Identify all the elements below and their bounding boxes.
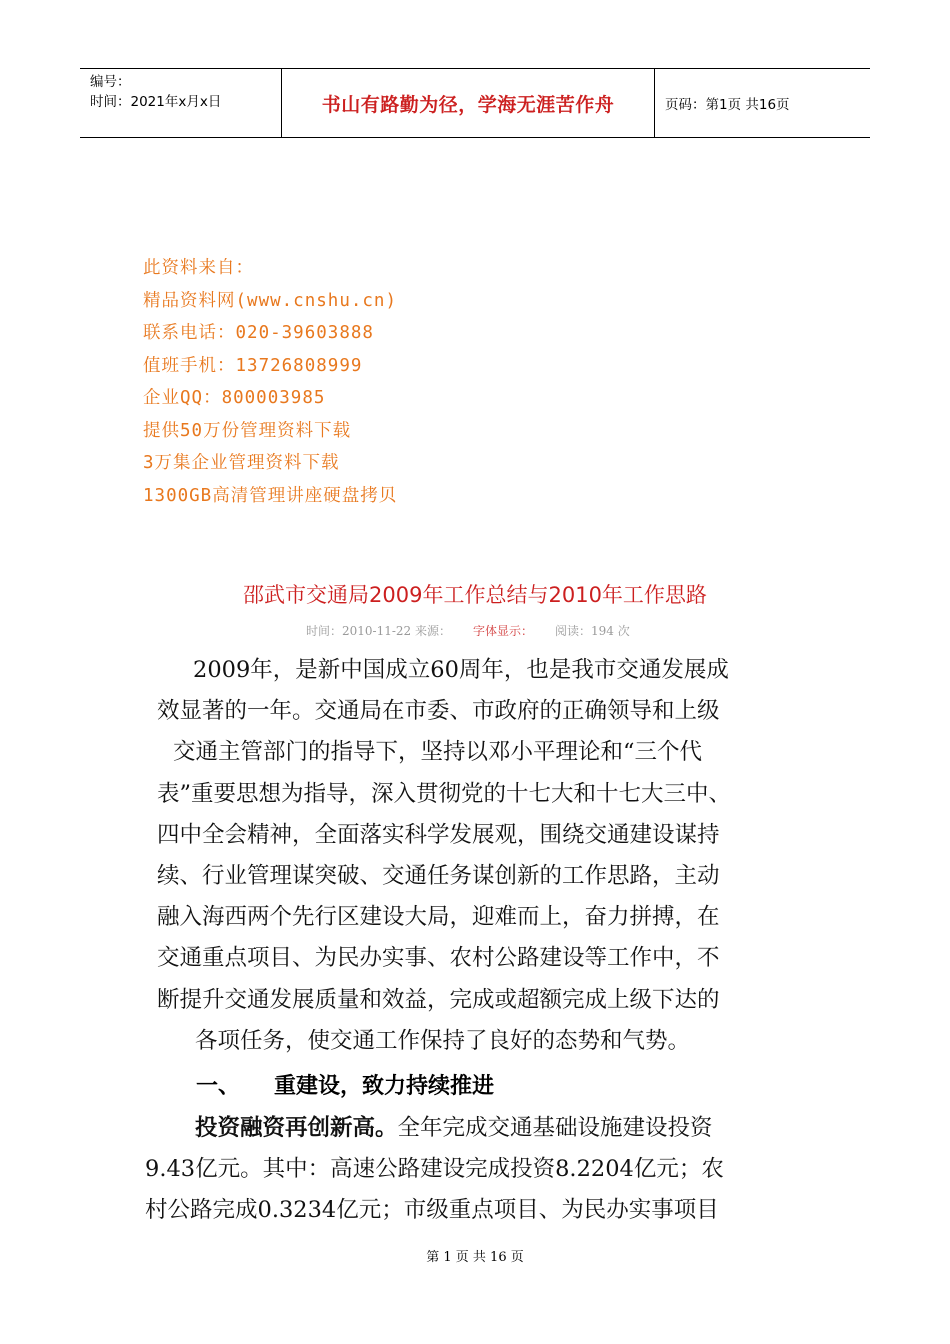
document-number-label: 编号： <box>90 74 131 90</box>
document-header <box>80 68 870 138</box>
paragraph-line: 四中全会精神，全面落实科学发展观，围绕交通建设谋持 <box>157 821 720 848</box>
source-line-website: 精品资料网(www.cnshu.cn) <box>143 290 398 311</box>
paragraph-line: 交通重点项目、为民办实事、农村公路建设等工作中，不 <box>157 945 720 972</box>
paragraph-line: 融入海西两个先行区建设大局，迎难而上，奋力拼搏，在 <box>157 904 720 931</box>
paragraph-line: 村公路完成0.3234亿元；市级重点项目、为民办实事项目 <box>145 1197 719 1224</box>
article-time-source: 时间：2010-11-22 来源： <box>306 624 452 638</box>
source-line-phone: 联系电话：020-39603888 <box>143 323 374 343</box>
source-line: 此资料来自： <box>143 258 254 278</box>
paragraph-line <box>145 1108 825 1149</box>
paragraph-intro <box>157 650 807 1062</box>
section-title: 重建设，致力持续推进 <box>274 1074 495 1099</box>
paragraph-line: 2009年，是新中国成立60周年，也是我市交通发展成 <box>193 657 729 683</box>
header-motto: 书山有路勤为径，学海无涯苦作舟 <box>282 69 655 137</box>
header-page-info: 页码：第1页 共16页 <box>665 97 790 113</box>
font-display-link[interactable]: 字体显示： <box>473 624 534 638</box>
paragraph-line: 续、行业管理谋突破、交通任务谋创新的工作思路，主动 <box>157 863 720 890</box>
paragraph-line: 断提升交通发展质量和效益，完成或超额完成上级下达的 <box>157 986 720 1013</box>
paragraph-lead-rest: 全年完成交通基础设施建设投资 <box>397 1115 713 1141</box>
read-count: 阅读：194 次 <box>555 624 630 638</box>
document-time-label: 时间：2021年x月x日 <box>90 94 222 110</box>
paragraph-lead: 投资融资再创新高。 <box>195 1115 398 1141</box>
paragraph-line: 表”重要思想为指导，深入贯彻党的十七大和十七大三中、 <box>157 780 732 807</box>
header-meta-cell <box>80 69 282 137</box>
paragraph-line: 各项任务，使交通工作保持了良好的态势和气势。 <box>195 1027 691 1054</box>
article-title: 邵武市交通局2009年工作总结与2010年工作思路 <box>243 583 707 607</box>
paragraph-line: 交通主管部门的指导下，坚持以邓小平理论和“三个代 <box>173 739 703 766</box>
source-line-mobile: 值班手机：13726808999 <box>143 355 363 376</box>
source-line: 提供50万份管理资料下载 <box>143 420 352 441</box>
source-line: 3万集企业管理资料下载 <box>143 453 340 473</box>
source-line: 1300GB高清管理讲座硬盘拷贝 <box>143 485 398 506</box>
section-heading <box>196 1067 494 1107</box>
paragraph-investment <box>145 1108 825 1232</box>
paragraph-line: 9.43亿元。其中：高速公路建设完成投资8.2204亿元；农 <box>145 1156 724 1183</box>
page-footer: 第 1 页 共 16 页 <box>426 1250 524 1265</box>
source-line-qq: 企业QQ：800003985 <box>143 388 326 408</box>
article-meta <box>306 622 630 639</box>
source-info-block <box>143 252 397 512</box>
paragraph-line: 效显著的一年。交通局在市委、市政府的正确领导和上级 <box>157 698 720 725</box>
section-number: 一、 <box>196 1074 241 1099</box>
